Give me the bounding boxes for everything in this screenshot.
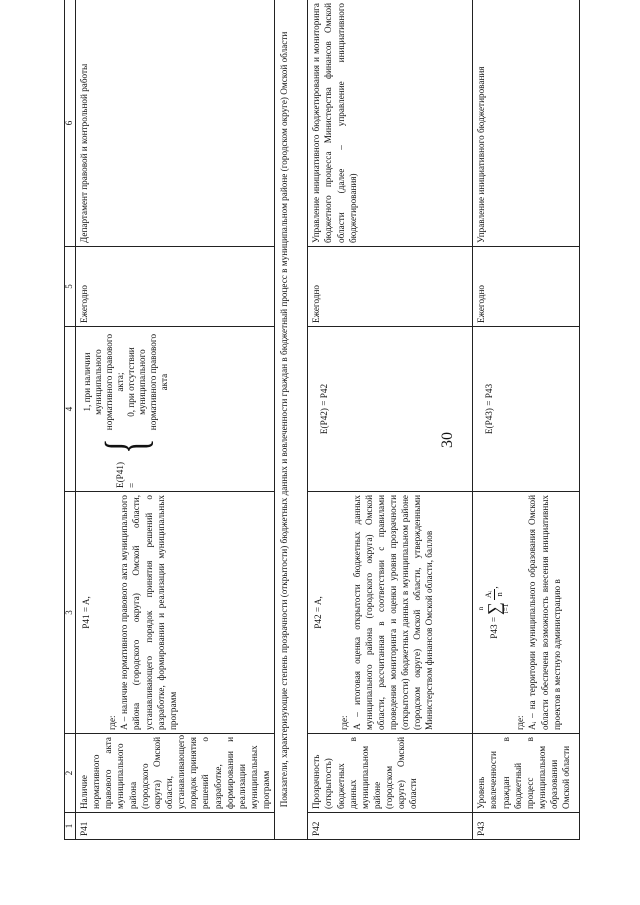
formula-explanation: Aᵢ – на территории муниципального образования Омской области обеспечена возможность внесения инициативных проектов в местную администрацию в bbox=[527, 495, 562, 730]
table-row-p43 bbox=[473, 0, 580, 840]
formula-end: , bbox=[489, 586, 500, 589]
score-cell bbox=[76, 327, 275, 492]
period-cell: Ежегодно bbox=[76, 247, 275, 327]
responsible-cell: Управление инициативного бюджетирования bbox=[473, 0, 580, 247]
table-row-p42 bbox=[308, 0, 473, 840]
formula-cell bbox=[308, 492, 473, 734]
fraction-numerator: Aᵢ bbox=[483, 590, 494, 599]
formula-explanation: A – итоговая оценка открытости бюджетных данных муниципального района (городского округа) Омской области, рассчитанная в соответствии с правилами проведения мониторинга и оценки уровня прозрачности (открытости) бюджетных данных в муниципальном районе (городском округе) Омской области, утвержденными Министерством финансов Омской области, баллов bbox=[351, 495, 435, 730]
header-row bbox=[65, 0, 76, 840]
score-label: E(P41) = bbox=[114, 461, 138, 488]
curly-brace: { bbox=[93, 438, 159, 454]
fraction bbox=[484, 589, 504, 601]
header-cell-6: 6 bbox=[65, 0, 76, 247]
section-title: Показатели, характеризующие степень прозрачности (открытости) бюджетных данных и вовлеченности граждан в бюджетный процесс в муниципальном районе (городском округе) Омской области bbox=[275, 0, 308, 840]
indicator-name: Прозрачность (открытость) бюджетных данных в муниципальном районе (городском округе) Омской области bbox=[308, 734, 473, 813]
score-formula: E(P43) = P43 bbox=[484, 383, 495, 435]
formula-cell bbox=[473, 492, 580, 734]
where-label: где: bbox=[339, 715, 350, 730]
formula-explanation: A – наличие нормативного правового акта муниципального района (городского округа) Омской области, устанавливающего порядок принятия решений о разработке, формировании и реализации муниципальных программ bbox=[119, 495, 178, 730]
page-number: 30 bbox=[439, 432, 456, 448]
header-cell-5: 5 bbox=[65, 247, 76, 327]
formula: P41 = A, bbox=[81, 596, 91, 629]
header-cell-1: 1 bbox=[65, 813, 76, 840]
where-label: где: bbox=[107, 715, 118, 730]
indicator-id: P42 bbox=[308, 813, 473, 840]
sum-symbol: n ∑ i=1 bbox=[477, 602, 511, 615]
period-cell: Ежегодно bbox=[473, 247, 580, 327]
formula-cell bbox=[76, 492, 275, 734]
formula-lhs: P43 = bbox=[489, 616, 500, 639]
sum-lower-limit: i=1 bbox=[502, 603, 511, 614]
where-label: где: bbox=[515, 715, 526, 730]
indicator-id: P41 bbox=[76, 813, 275, 840]
score-formula: E(P42) = P42 bbox=[319, 383, 330, 435]
formula bbox=[477, 495, 511, 730]
header-cell-4: 4 bbox=[65, 327, 76, 492]
score-cell bbox=[473, 327, 580, 492]
indicator-id: P43 bbox=[473, 813, 580, 840]
header-cell-3: 3 bbox=[65, 492, 76, 734]
rotated-table-container bbox=[64, 0, 572, 840]
table-row-p41 bbox=[76, 0, 275, 840]
score-option-present: 1, при наличии муниципального нормативного правового акта; bbox=[82, 333, 126, 431]
score-cell bbox=[308, 327, 473, 492]
responsible-cell: Управление инициативного бюджетирования и мониторинга бюджетного процесса Министерства финансов Омской области (далее – управление инициативного бюджетирования) bbox=[308, 0, 473, 247]
fraction-denominator: n bbox=[493, 592, 504, 597]
header-cell-2: 2 bbox=[65, 734, 76, 813]
sum-upper-limit: n bbox=[477, 606, 486, 611]
formula: P42 = A, bbox=[313, 596, 324, 629]
responsible-cell: Департамент правовой и контрольной работы bbox=[76, 0, 275, 247]
score-option-absent: 0, при отсутствии муниципального нормативного правового акта bbox=[126, 333, 170, 431]
section-title-row bbox=[275, 0, 308, 840]
period-cell: Ежегодно bbox=[308, 247, 473, 327]
indicator-name: Уровень вовлеченности граждан в бюджетный процесс в муниципальном образовании Омской области bbox=[473, 734, 580, 813]
indicator-name: Наличие нормативного правового акта муниципального района (городского округа) Омской области, устанавливающего порядок принятия решений о разработке, формировании и реализации муниципальных программ bbox=[76, 734, 275, 813]
score-formula bbox=[82, 330, 170, 488]
indicators-table bbox=[64, 0, 580, 840]
